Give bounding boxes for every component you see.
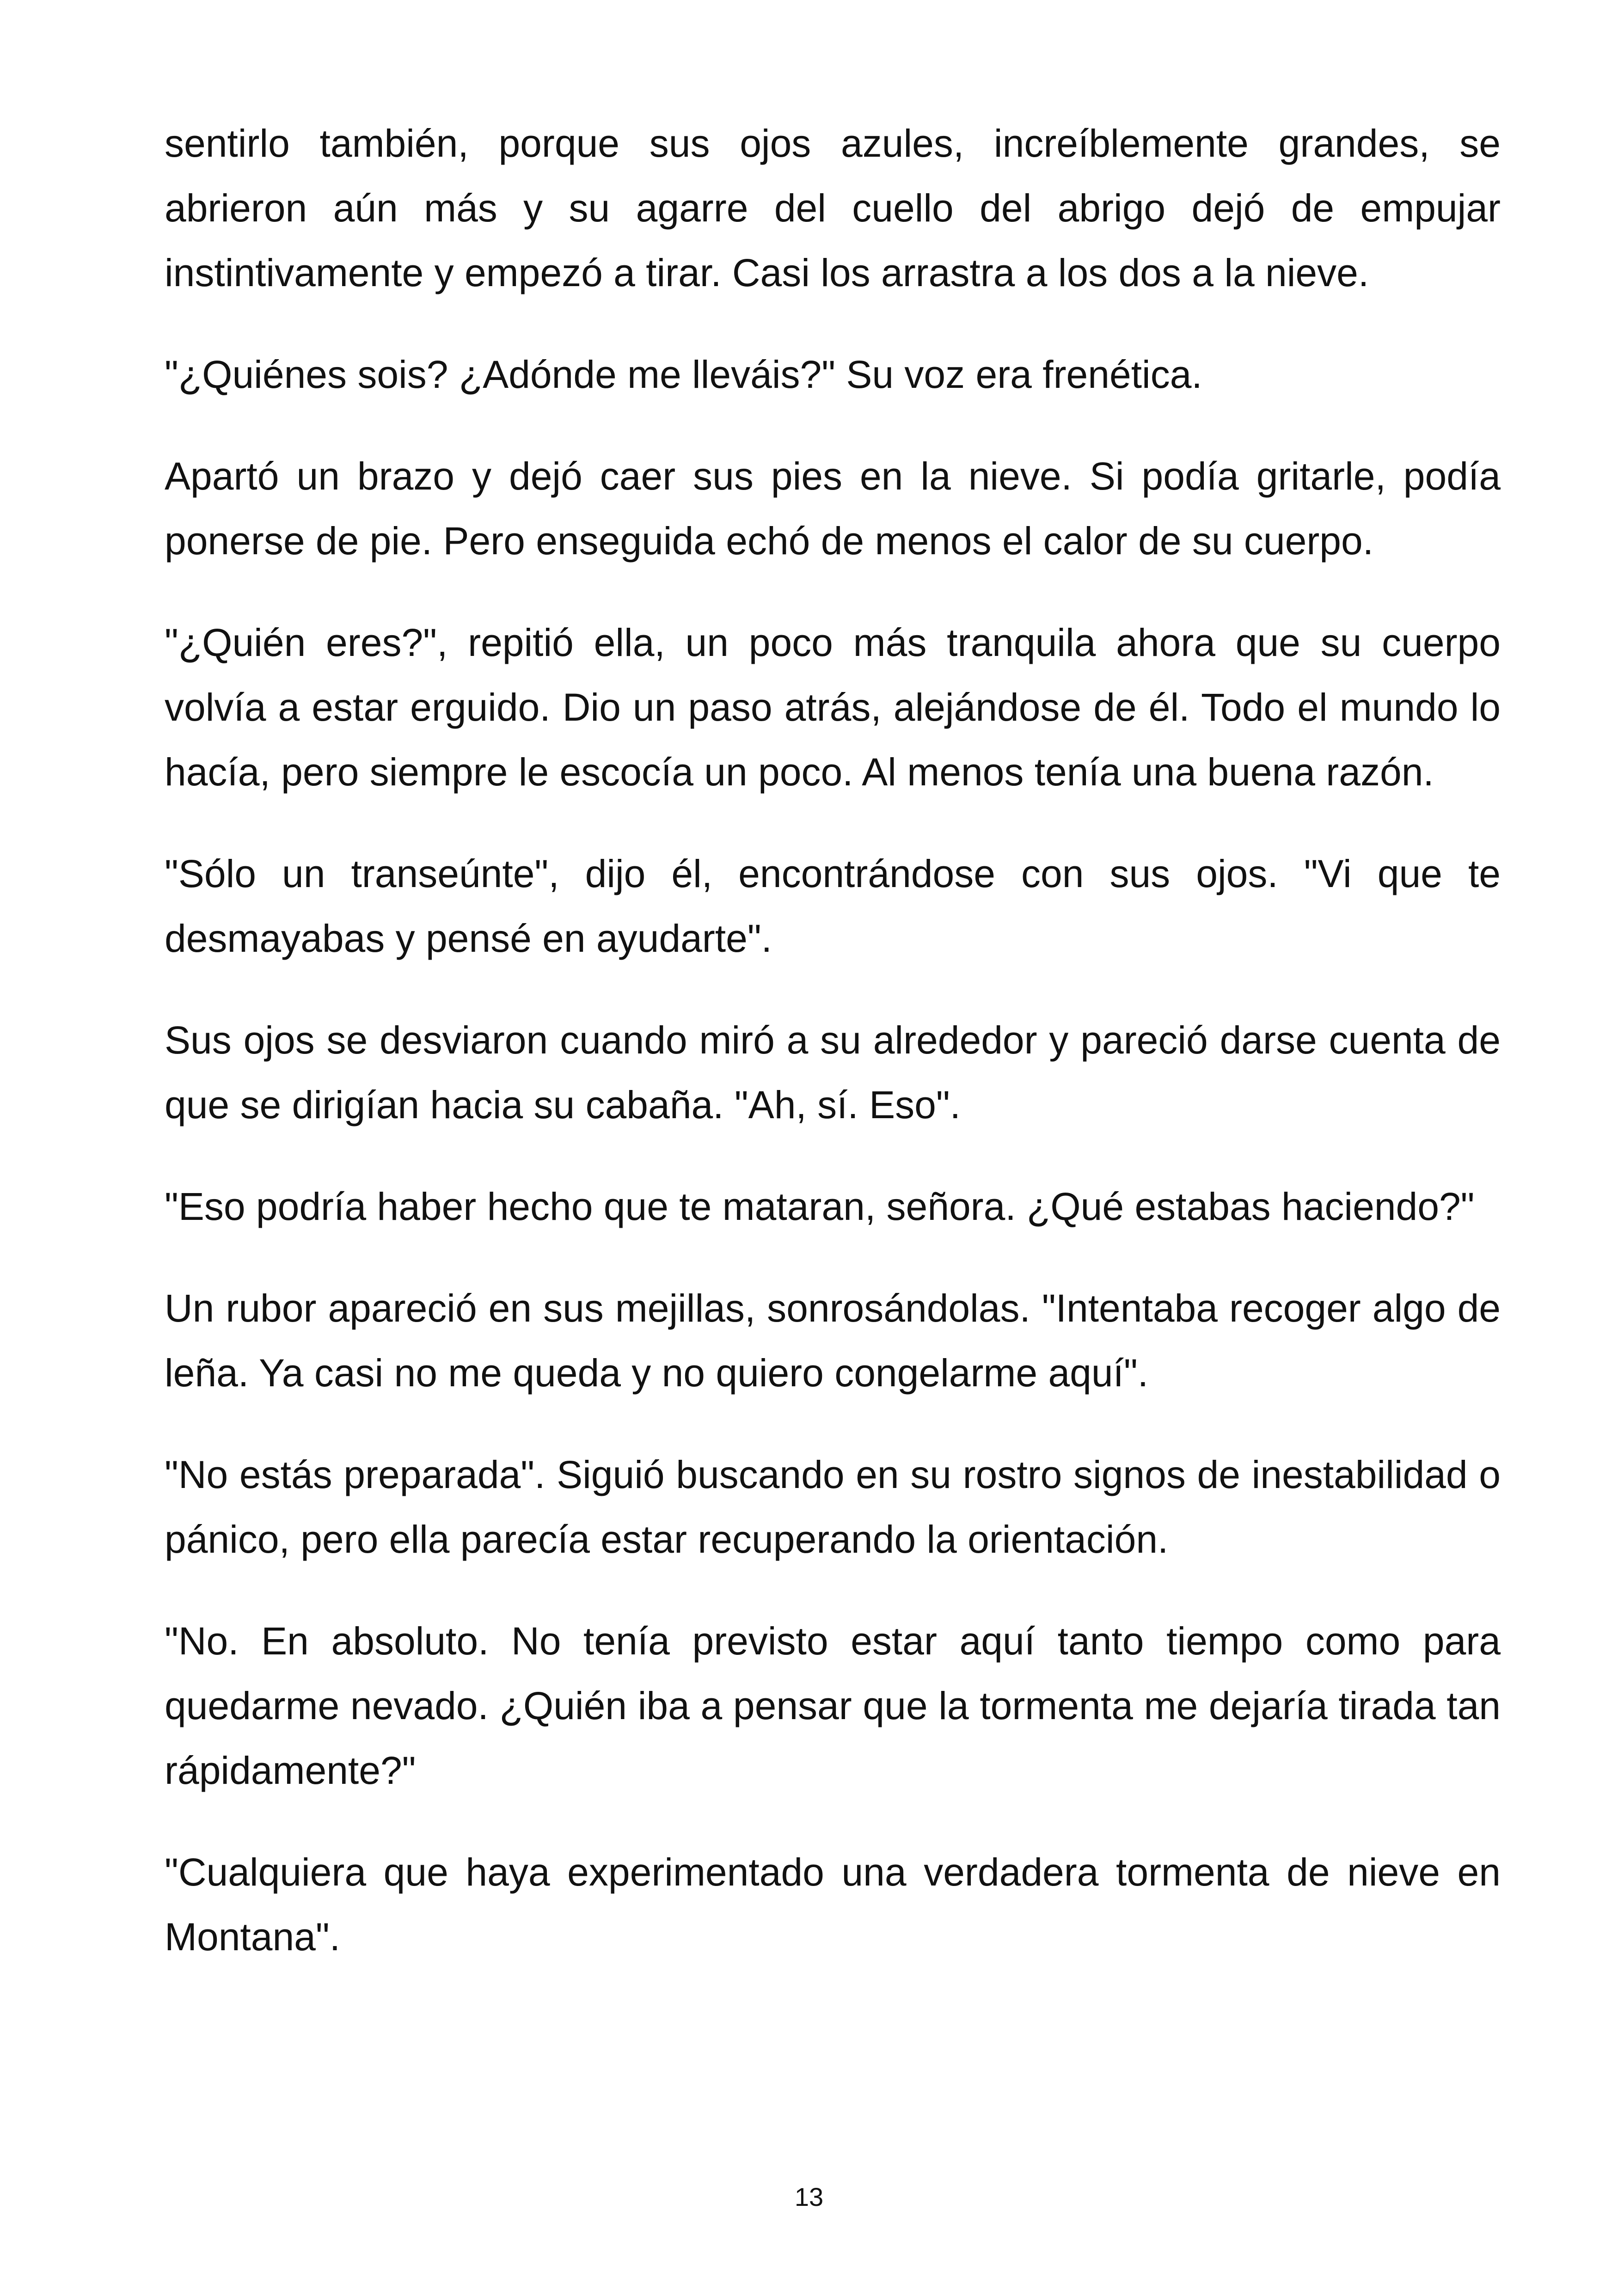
paragraph: Un rubor apareció en sus mejillas, sonrosándolas. "Intentaba recoger algo de leña. Ya casi no me queda y no quiero congelarme aquí". [165, 1286, 1501, 1395]
paragraph: "¿Quién eres?", repitió ella, un poco más tranquila ahora que su cuerpo volvía a estar erguido. Dio un paso atrás, alejándose de él. Todo el mundo lo hacía, pero siempre le escocía un poco. Al menos tenía una buena razón. [165, 621, 1501, 794]
paragraph: "Eso podría haber hecho que te mataran, señora. ¿Qué estabas haciendo?" [165, 1185, 1475, 1228]
paragraph: "Cualquiera que haya experimentado una verdadera tormenta de nieve en Montana". [165, 1850, 1501, 1959]
page-number: 13 [794, 2182, 824, 2211]
paragraph: "No estás preparada". Siguió buscando en su rostro signos de inestabilidad o pánico, pero ella parecía estar recuperando la orientación. [165, 1453, 1501, 1561]
paragraph: sentirlo también, porque sus ojos azules, increíblemente grandes, se abrieron aún más y su agarre del cuello del abrigo dejó de empujar instintivamente y empezó a tirar. Casi los arrastra a los dos a la nieve. [165, 122, 1501, 294]
paragraph: Sus ojos se desviaron cuando miró a su alrededor y pareció darse cuenta de que se dirigían hacia su cabaña. "Ah, sí. Eso". [165, 1018, 1501, 1127]
paragraph: Apartó un brazo y dejó caer sus pies en la nieve. Si podía gritarle, podía ponerse de pie. Pero enseguida echó de menos el calor de su cuerpo. [165, 454, 1501, 563]
paragraph: "Sólo un transeúnte", dijo él, encontrándose con sus ojos. "Vi que te desmayabas y pensé en ayudarte". [165, 852, 1501, 960]
paragraph: "¿Quiénes sois? ¿Adónde me lleváis?" Su voz era frenética. [165, 353, 1202, 396]
paragraph: "No. En absoluto. No tenía previsto estar aquí tanto tiempo como para quedarme nevado. ¿Quién iba a pensar que la tormenta me dejaría tirada tan rápidamente?" [165, 1619, 1501, 1792]
body-text [165, 111, 1501, 2006]
